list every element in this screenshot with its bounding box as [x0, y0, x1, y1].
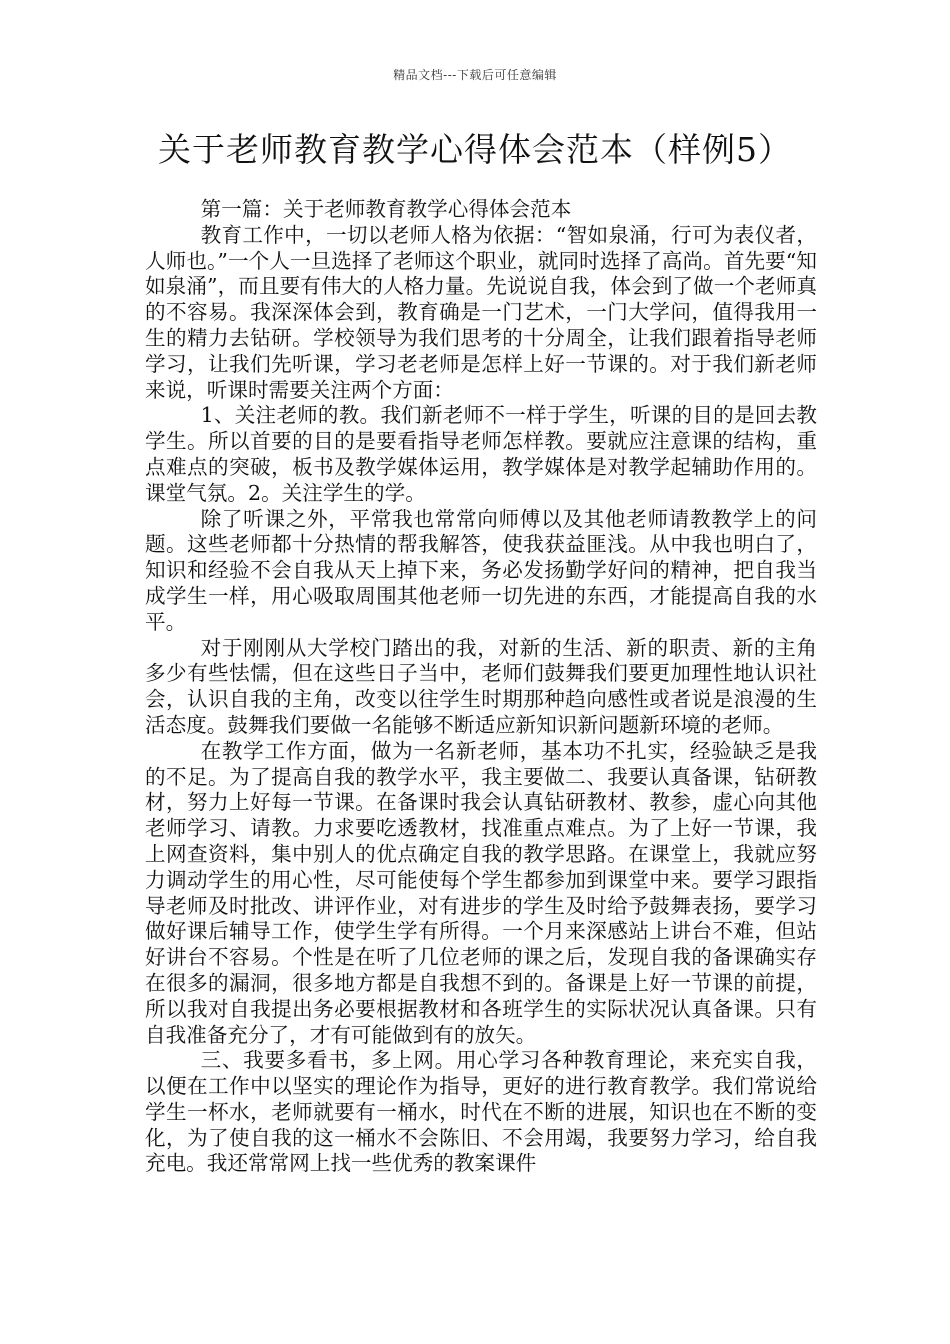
paragraph: 在教学工作方面，做为一名新老师，基本功不扎实，经验缺乏是我的不足。为了提高自我的教学水平，我主要做二、我要认真备课，钻研教材，努力上好每一节课。在备课时我会认真钻研教材、教参，虚心向其他老师学习、请教。力求要吃透教材，找准重点难点。为了上好一节课，我上网查资料，集中别人的优点确定自我的教学思路。在课堂上，我就应努力调动学生的用心性，尽可能使每个学生都参加到课堂中来。要学习跟指导老师及时批改、讲评作业，对有进步的学生及时给予鼓舞表扬，要学习做好课后辅导工作，使学生学有所得。一个月来深感站上讲台不难，但站好讲台不容易。个性是在听了几位老师的课之后，发现自我的备课确实存在很多的漏洞，很多地方都是自我想不到的。备课是上好一节课的前提，所以我对自我提出务必要根据教材和各班学生的实际状况认真备课。只有自我准备充分了，才有可能做到有的放矢。 — [145, 738, 817, 1047]
paragraph: 对于刚刚从大学校门踏出的我，对新的生活、新的职责、新的主角多少有些怯懦，但在这些日子当中，老师们鼓舞我们要更加理性地认识社会，认识自我的主角，改变以往学生时期那种趋向感性或者说是浪漫的生活态度。鼓舞我们要做一名能够不断适应新知识新问题新环境的老师。 — [145, 635, 817, 737]
document-body — [145, 197, 817, 1177]
paragraph: 教育工作中，一切以老师人格为依据：“智如泉涌，行可为表仪者，人师也。”一个人一旦选择了老师这个职业，就同时选择了高尚。首先要“知如泉涌”，而且要有伟大的人格力量。先说说自我，体会到了做一个老师真的不容易。我深深体会到，教育确是一门艺术，一门大学问，值得我用一生的精力去钻研。学校领导为我们思考的十分周全，让我们跟着指导老师学习，让我们先听课，学习老老师是怎样上好一节课的。对于我们新老师来说，听课时需要关注两个方面： — [145, 222, 817, 402]
header-note: 精品文档---下载后可任意编辑 — [393, 68, 557, 82]
paragraph: 三、我要多看书，多上网。用心学习各种教育理论，来充实自我，以便在工作中以坚实的理论作为指导，更好的进行教育教学。我们常说给学生一杯水，老师就要有一桶水，时代在不断的进展，知识也在不断的变化，为了使自我的这一桶水不会陈旧、不会用竭，我要努力学习，给自我充电。我还常常网上找一些优秀的教案课件 — [145, 1048, 817, 1176]
paragraph: 1、关注老师的教。我们新老师不一样于学生，听课的目的是回去教学生。所以首要的目的是要看指导老师怎样教。要就应注意课的结构，重点难点的突破，板书及教学媒体运用，教学媒体是对教学起辅助作用的。课堂气氛。2。关注学生的学。 — [145, 403, 817, 505]
paragraph-section-heading: 第一篇：关于老师教育教学心得体会范本 — [200, 197, 572, 221]
document-title: 关于老师教育教学心得体会范本（样例5） — [158, 130, 792, 169]
paragraph: 除了听课之外，平常我也常常向师傅以及其他老师请教教学上的问题。这些老师都十分热情的帮我解答，使我获益匪浅。从中我也明白了，知识和经验不会自我从天上掉下来，务必发扬勤学好问的精神，把自我当成学生一样，用心吸取周围其他老师一切先进的东西，才能提高自我的水平。 — [145, 506, 817, 634]
